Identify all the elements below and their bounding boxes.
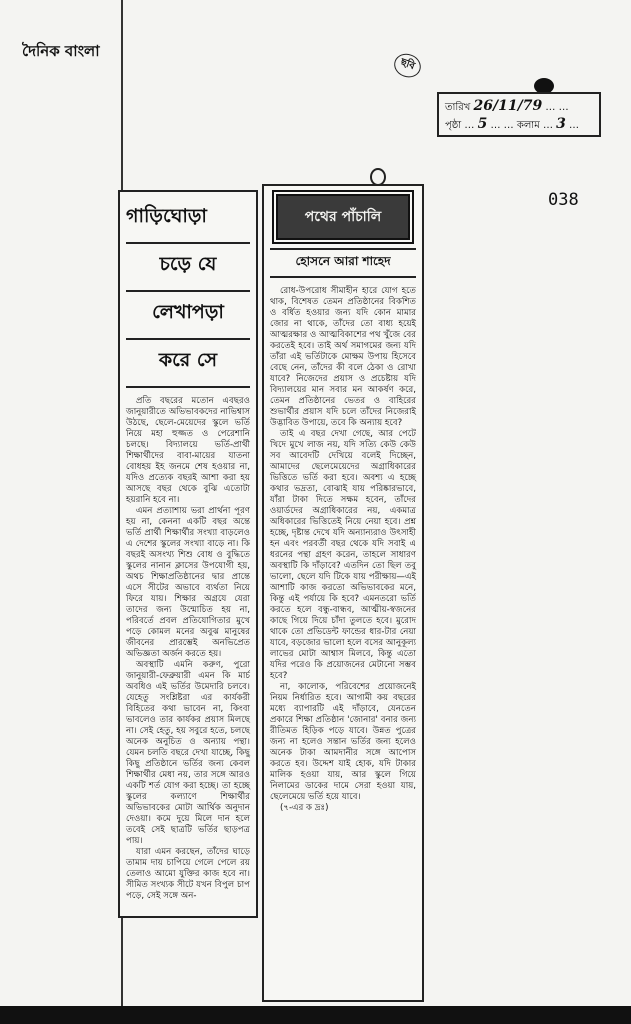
column-banner: পথের পাঁচালি [276,194,410,240]
column-label: কলাম [516,120,540,131]
right-article [262,184,424,1002]
headline-line: গাড়িঘোড়া [126,196,250,244]
date-row: তারিখ 26/11/79 … … [445,98,569,114]
article-body [270,286,416,814]
paragraph: অবস্থাটি এমনি করুণ, পুরো জানুয়ারী-ফেব্রুয়ারী এমন কি মার্চ অবধিও এই ভর্তির উমেদারি চলবে। যেহেতু সংশ্লিষ্টরা এর কার্যকরী বিহিতের কথা ভাবেন না, কিংবা ভাবলেও তার কার্যকর প্রয়াস মিলছে না। সেই হেতু, হয় সবুরে হতে, চলছে অনেক অনুচিত ও অন্যায় পন্থা। যেমন চলতি বছরে দেখা যাচ্ছে, কিছু কিছু প্রতিষ্ঠানে ভর্তির জন্য কেবল শিক্ষার্থীর মেধা নয়, তার সঙ্গে আরও একটি শর্ত যোগ করা হচ্ছে। তা হচ্ছে স্কুলের কল্যাণে শিক্ষার্থীর অভিভাবকের মোটা আর্থিক অনুদান দেওয়া। কমে দুয়ে মিলে দান হলে তবেই সেই ছাত্রটি ভর্তির ছাড়পত্র পায়। [126,660,250,846]
archive-number: 038 [548,190,579,210]
stamp-mark: ছবি [391,50,424,81]
paragraph: না, কালোক, পরিবেশের প্রয়োজনেই নিয়ম নির্ধারিত হবে। আগামী কয় বছরের মধ্যে ব্যাপারটি এই দাঁড়াবে, যেনতেন প্রকারে শিক্ষা প্রতিষ্ঠান 'জোনার' বনার জন্য রীতিমত হিড়িক পড়ে যাবে। উন্নত পুত্রের জন্য না হলেও সন্তান ভর্তির জন্য হলেও অনেক টাকা আমদানীর সঙ্গে আপোস করতে হব। উদ্দেশ যাই হোক, যদি টাকার মালিক হওয়া যায়, আর স্কুলে গিয়ে নিলামের ডাকের দামে সেরা হওয়া যায়, ছেলেমেয়ে ভর্তি হয়ে যাবে। [270,682,416,802]
scan-bottom-border [0,1006,631,1024]
headline-line: চড়ে যে [126,244,250,292]
paragraph: যারা এমন করছেন, তাঁদের ঘাড়ে তামাম দায় চাপিয়ে গেলে পেলে রয় তেলাও আমো যুক্তির কাজ হবে না। সীমিত সংখ্যক সীটে যখন বিপুল চাপ পড়ে, সেই সঙ্গে অন- [126,847,250,901]
paragraph: এমন প্রত্যাশায় ভরা প্রার্থনা পূরণ হয় না, কেননা একটি বছর অন্তে ভর্তি প্রার্থী শিক্ষার্থীর সংখ্যা বাড়লেও এ দেশের স্কুলের সংখ্যা বাড়ে না। কি বছরই অসংখ্য শিশু বোধ ও বুদ্ধিতে স্কুলের নানান ক্লাসের উপযোগী হয়, অথচ শিক্ষাপ্রতিষ্ঠানের দ্বার প্রান্তে এসে সীটের অভাবে ব্যর্থতা নিয়ে ফিরে যায়। শিক্ষার অগ্রযে যেরা তাদের জন্য উন্মোচিত হয় না, পরিবর্তে প্রবল প্রতিযোগিতার মুখে পড়ে কোমল মনের অবুঝ মানুষের জীবনের প্রারম্ভেই অনভিপ্রেত অভিজ্ঞতা অর্জন করতে হয়। [126,506,250,659]
article-body [126,396,250,902]
author-byline: হোসনে আরা শাহেদ [270,248,416,278]
newspaper-name: দৈনিক বাংলা [22,42,100,60]
date-value: 26/11/79 [473,98,543,114]
date-label: তারিখ [445,102,471,113]
page-value: 5 [477,116,488,132]
headline-line: করে সে [126,340,250,388]
continuation-note: (৭-এর ক দ্রঃ) [280,803,329,813]
headline-line: লেখাপড়া [126,292,250,340]
column-value: 3 [556,116,566,132]
paragraph: তাই এ বছর দেখা গেছে, আর পেটে খিদে মুখে লাজ নয়, যদি সত্যি কেউ কেউ সব আবেদটি দেখিয়ে বলেই দিচ্ছেন, আমাদের ছেলেমেয়েদের অগ্রাধিকারের ভিত্তিতে ভর্তি করা হবে। অবশ্য এ হচ্ছে কথার ভদ্রতা, বোঝাই যায় পরিষ্কারভাবে, যাঁরা টাকা দিতে সক্ষম হবেন, তাঁদের ওয়ার্ডদের অগ্রাধিকারের নয়, একমাত্র অধিকারের ভিত্তিতেই নিয়ে নেয়া হবে। প্রশ্ন হচ্ছে, দৃষ্টান্ত দেখে যদি অন্যান্যরাও উৎসাহী হন এবং পরবর্তী বছর থেকে যদি সবাই এ ধরনের পন্থা গ্রহণ করেন, তাহলে সাধারণ অবস্থাটি কি দাঁড়াবে? এতদিন তো ছিল তবু ভালো, ছেলে যদি টিকে যায় পরীক্ষায়—এই আশাটি কাজ করতো অভিভাবকের মনে, কিন্তু এই পর্যায়ে কি হবে? এমনতরো ভর্তি করতে হলে বন্ধু-বান্ধব, আত্মীয়-স্বজনের কাছে গিয়ে দিয়ে চাঁদা তুলতে হবে। মুরোদ থাকে তো প্রভিডেন্ট ফান্ডের ধার-টার নেয়া যাবে, বড়জোর ভালো হলে বসের আনুকূল্য লাভের মোটা আশ্বাস মিলবে, কিন্তু এতো যদির পরেও কি প্রয়োজনের মেটানো সম্ভব হবে? [270,429,416,681]
page-column-row: পৃষ্ঠা … 5 … … কলাম … 3 … [445,116,580,132]
page-label: পৃষ্ঠা [445,120,462,131]
archive-stamp [437,92,601,137]
paragraph: প্রতি বছরের মতোন এবছরও জানুয়ারীতে অভিভাবকদের নাভিশ্বাস উঠছে, ছেলে-মেয়েদের স্কুলে ভর্তি নিয়ে মহা হুজ্জত ও পেরেশানি চলছে। বিদ্যালয়ে ভর্তি-প্রার্থী শিক্ষার্থীদের বাবা-মায়ের যাতনা বোধহয় ইহ জনমে শেষ হওয়ার না, যদিও প্রত্যেক বছরই আশা করা হয় আসছে বছর থেকে বুঝি এতোটা হয়রানি হবে না। [126,396,250,505]
left-article [118,190,258,918]
paragraph: রোধ-উপরোধ সীমাহীন হারে যোগ হতে থাক, বিশেষত তেমন প্রতিষ্ঠানের বিকশিত ও বর্ধিত হওয়ার জন্য যদি কোন মামার জোর না থাকে, তাঁদের তো বাধ্য হয়েই আত্মরক্ষার ও আত্মবিকাশের পথ খুঁজে বের করতেই হবে। তাই অর্থ সমাগমের জন্য যদি তাঁরা এই ভর্তিটাকে মোক্ষম উপায় হিসেবে বেছে নেন, তাঁদের কী বলে ঠেকা ও রোখা যাবে? নিজেদের প্রয়াস ও প্রচেষ্টায় যদি বিদ্যালয়ের মান সবার মন আকর্ষণ করে, তেমন প্রতিষ্ঠানের ভেতর ও বাহিরের শুভার্থীর প্রয়াস যদি চলে তাঁদের নিজেরাই উদ্ভাবিত উপায়ে, তবে কি অন্যায় হবে? [270,286,416,428]
